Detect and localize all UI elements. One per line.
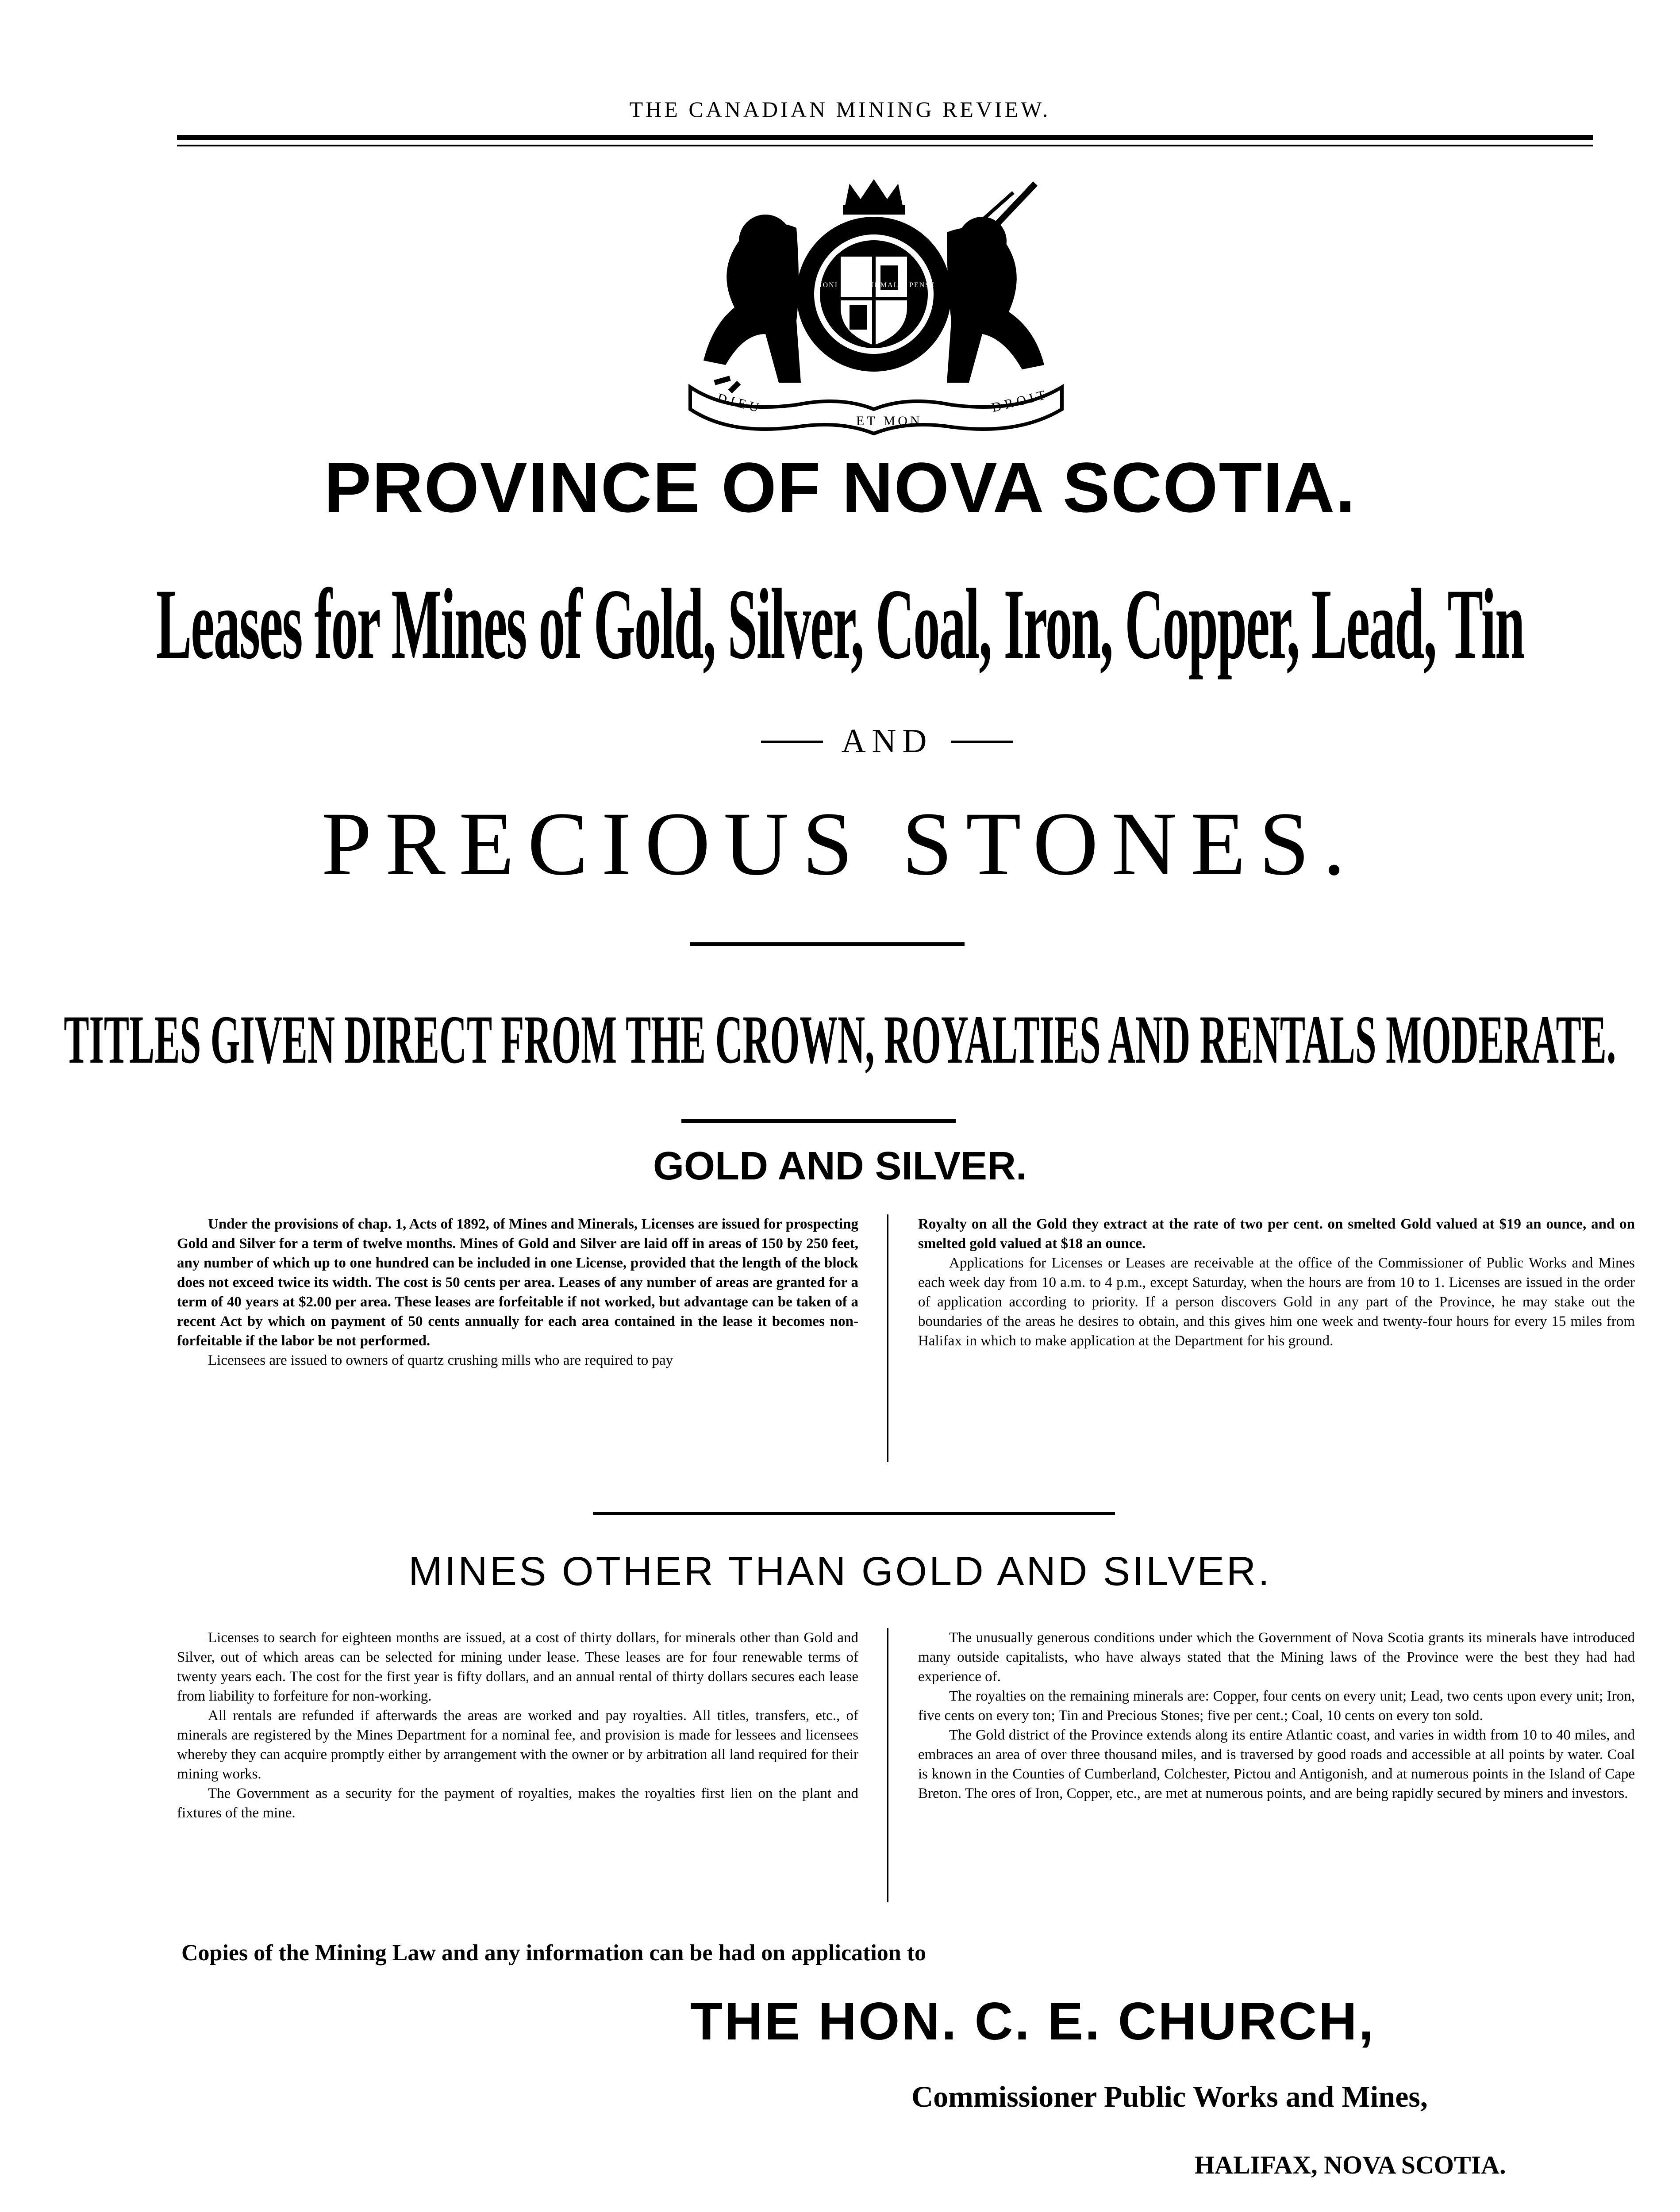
paragraph: Licensees are issued to owners of quartz crushing mills who are required to pay	[208, 1352, 673, 1368]
motto-left: DIEU	[715, 390, 764, 416]
divider-1	[690, 942, 965, 946]
mines-other-left-column	[177, 1628, 858, 1823]
gold-silver-left-column	[177, 1214, 858, 1370]
motto-center: ET MON	[856, 414, 923, 428]
paragraph: Licenses to search for eighteen months are issued, at a cost of thirty dollars, for minerals other than Gold and Silver, out of which areas can be selected for mining under lease. These leases are for four renewable terms of twenty years each. The cost for the first year is fifty dollars, and an annual rental of thirty dollars secures each lease from liability to forfeiture for non-working.	[177, 1630, 858, 1704]
gold-silver-right-column	[918, 1214, 1635, 1351]
header-rule-thin	[177, 145, 1593, 146]
commissioner-office: Commissioner Public Works and Mines,	[911, 2080, 1428, 2113]
paragraph: Under the provisions of chap. 1, Acts of 1892, of Mines and Minerals, Licenses are issued for prospecting Gold and Silver for a term of twelve months. Mines of Gold and Silver are laid off in areas of 150 by 250 feet, any number of which up to one hundred can be included in one License, provided that the length of the block does not exceed twice its width. The cost is 50 cents per area. Leases of any number of areas are granted for a term of 40 years at $2.00 per area. These leases are forfeitable if not worked, but advantage can be taken of a recent Act by which on payment of 50 cents annually for each area contained in the lease it becomes non-forfeitable if the labor be not performed.	[177, 1216, 858, 1349]
and-dash-right	[951, 741, 1013, 743]
paragraph: Applications for Licenses or Leases are receivable at the office of the Commissioner of Public Works and Mines each week day from 10 a.m. to 4 p.m., except Saturday, when the hours are from 10 to 1. Licenses are issued in the order of application according to priority. If a person discovers Gold in any part of the Province, he may stake out the boundaries of the areas he desires to obtain, and this gives him one week and twenty-four hours for every 15 miles from Halifax in which to make application at the Department for his ground.	[918, 1255, 1635, 1349]
paragraph: The Gold district of the Province extends along its entire Atlantic coast, and varies in width from 10 to 40 miles, and embraces an area of over three thousand miles, and is traversed by good roads and accessible at all points by water. Coal is known in the Counties of Cumberland, Colchester, Pictou and Antigonish, and at numerous points in the Island of Cape Breton. The ores of Iron, Copper, etc., are met at numerous points, and are being rapidly secured by miners and investors.	[918, 1727, 1635, 1801]
paragraph: All rentals are refunded if afterwards the areas are worked and pay royalties. All titles, transfers, etc., of minerals are registered by the Mines Department for a nominal fee, and provision is made for lessees and licensees whereby they can acquire promptly either by arrangement with the owner or by arbitration all land required for their mining works.	[177, 1708, 858, 1782]
titles-line: TITLES GIVEN DIRECT FROM THE CROWN, ROYALTIES AND RENTALS MODERATE.	[64, 1001, 1616, 1078]
titles-line-wrap	[0, 1000, 1680, 1079]
and-text: AND	[841, 722, 933, 760]
subtitle-leases	[0, 566, 1680, 682]
divider-3	[593, 1512, 1115, 1515]
garter-text: HONI SOIT QUI MAL Y PENSE	[817, 281, 935, 289]
paragraph: The Government as a security for the payment of royalties, makes the royalties first lien on the plant and fixtures of the mine.	[177, 1786, 858, 1821]
paragraph: Royalty on all the Gold they extract at the rate of two per cent. on smelted Gold valued at $19 an ounce, and on smelted gold valued at $18 an ounce.	[918, 1216, 1635, 1252]
gold-silver-heading: GOLD AND SILVER.	[653, 1144, 1027, 1188]
mines-other-heading: MINES OTHER THAN GOLD AND SILVER.	[408, 1549, 1272, 1594]
office-location: HALIFAX, NOVA SCOTIA.	[1195, 2151, 1506, 2179]
precious-stones-title: PRECIOUS STONES.	[321, 794, 1359, 894]
paragraph: The unusually generous conditions under which the Government of Nova Scotia grants its minerals have introduced many outside capitalists, who have always stated that the Mining laws of the Province were the best they had had experience of.	[918, 1630, 1635, 1685]
motto-right: DROIT	[990, 387, 1050, 415]
paragraph: The royalties on the remaining minerals are: Copper, four cents on every unit; Lead, two cents upon every unit; Iron, five cents on every ton; Tin and Precious Stones; five per cent.; Coal, 10 cents on every ton sold.	[918, 1688, 1635, 1724]
column-divider-1	[887, 1214, 888, 1462]
column-divider-2	[887, 1628, 888, 1902]
and-dash-left	[761, 741, 823, 743]
subtitle-text: Leases for Mines of Gold, Silver, Coal, Iron, Copper, Lead, Tin	[156, 568, 1524, 680]
divider-2	[681, 1119, 956, 1123]
commissioner-name: THE HON. C. E. CHURCH,	[690, 1992, 1376, 2051]
page-title: PROVINCE OF NOVA SCOTIA.	[324, 448, 1356, 527]
header-rule-thick	[177, 135, 1593, 140]
mines-other-right-column	[918, 1628, 1635, 1803]
copies-line: Copies of the Mining Law and any information can be had on application to	[181, 1940, 926, 1966]
running-title: THE CANADIAN MINING REVIEW.	[629, 97, 1051, 122]
